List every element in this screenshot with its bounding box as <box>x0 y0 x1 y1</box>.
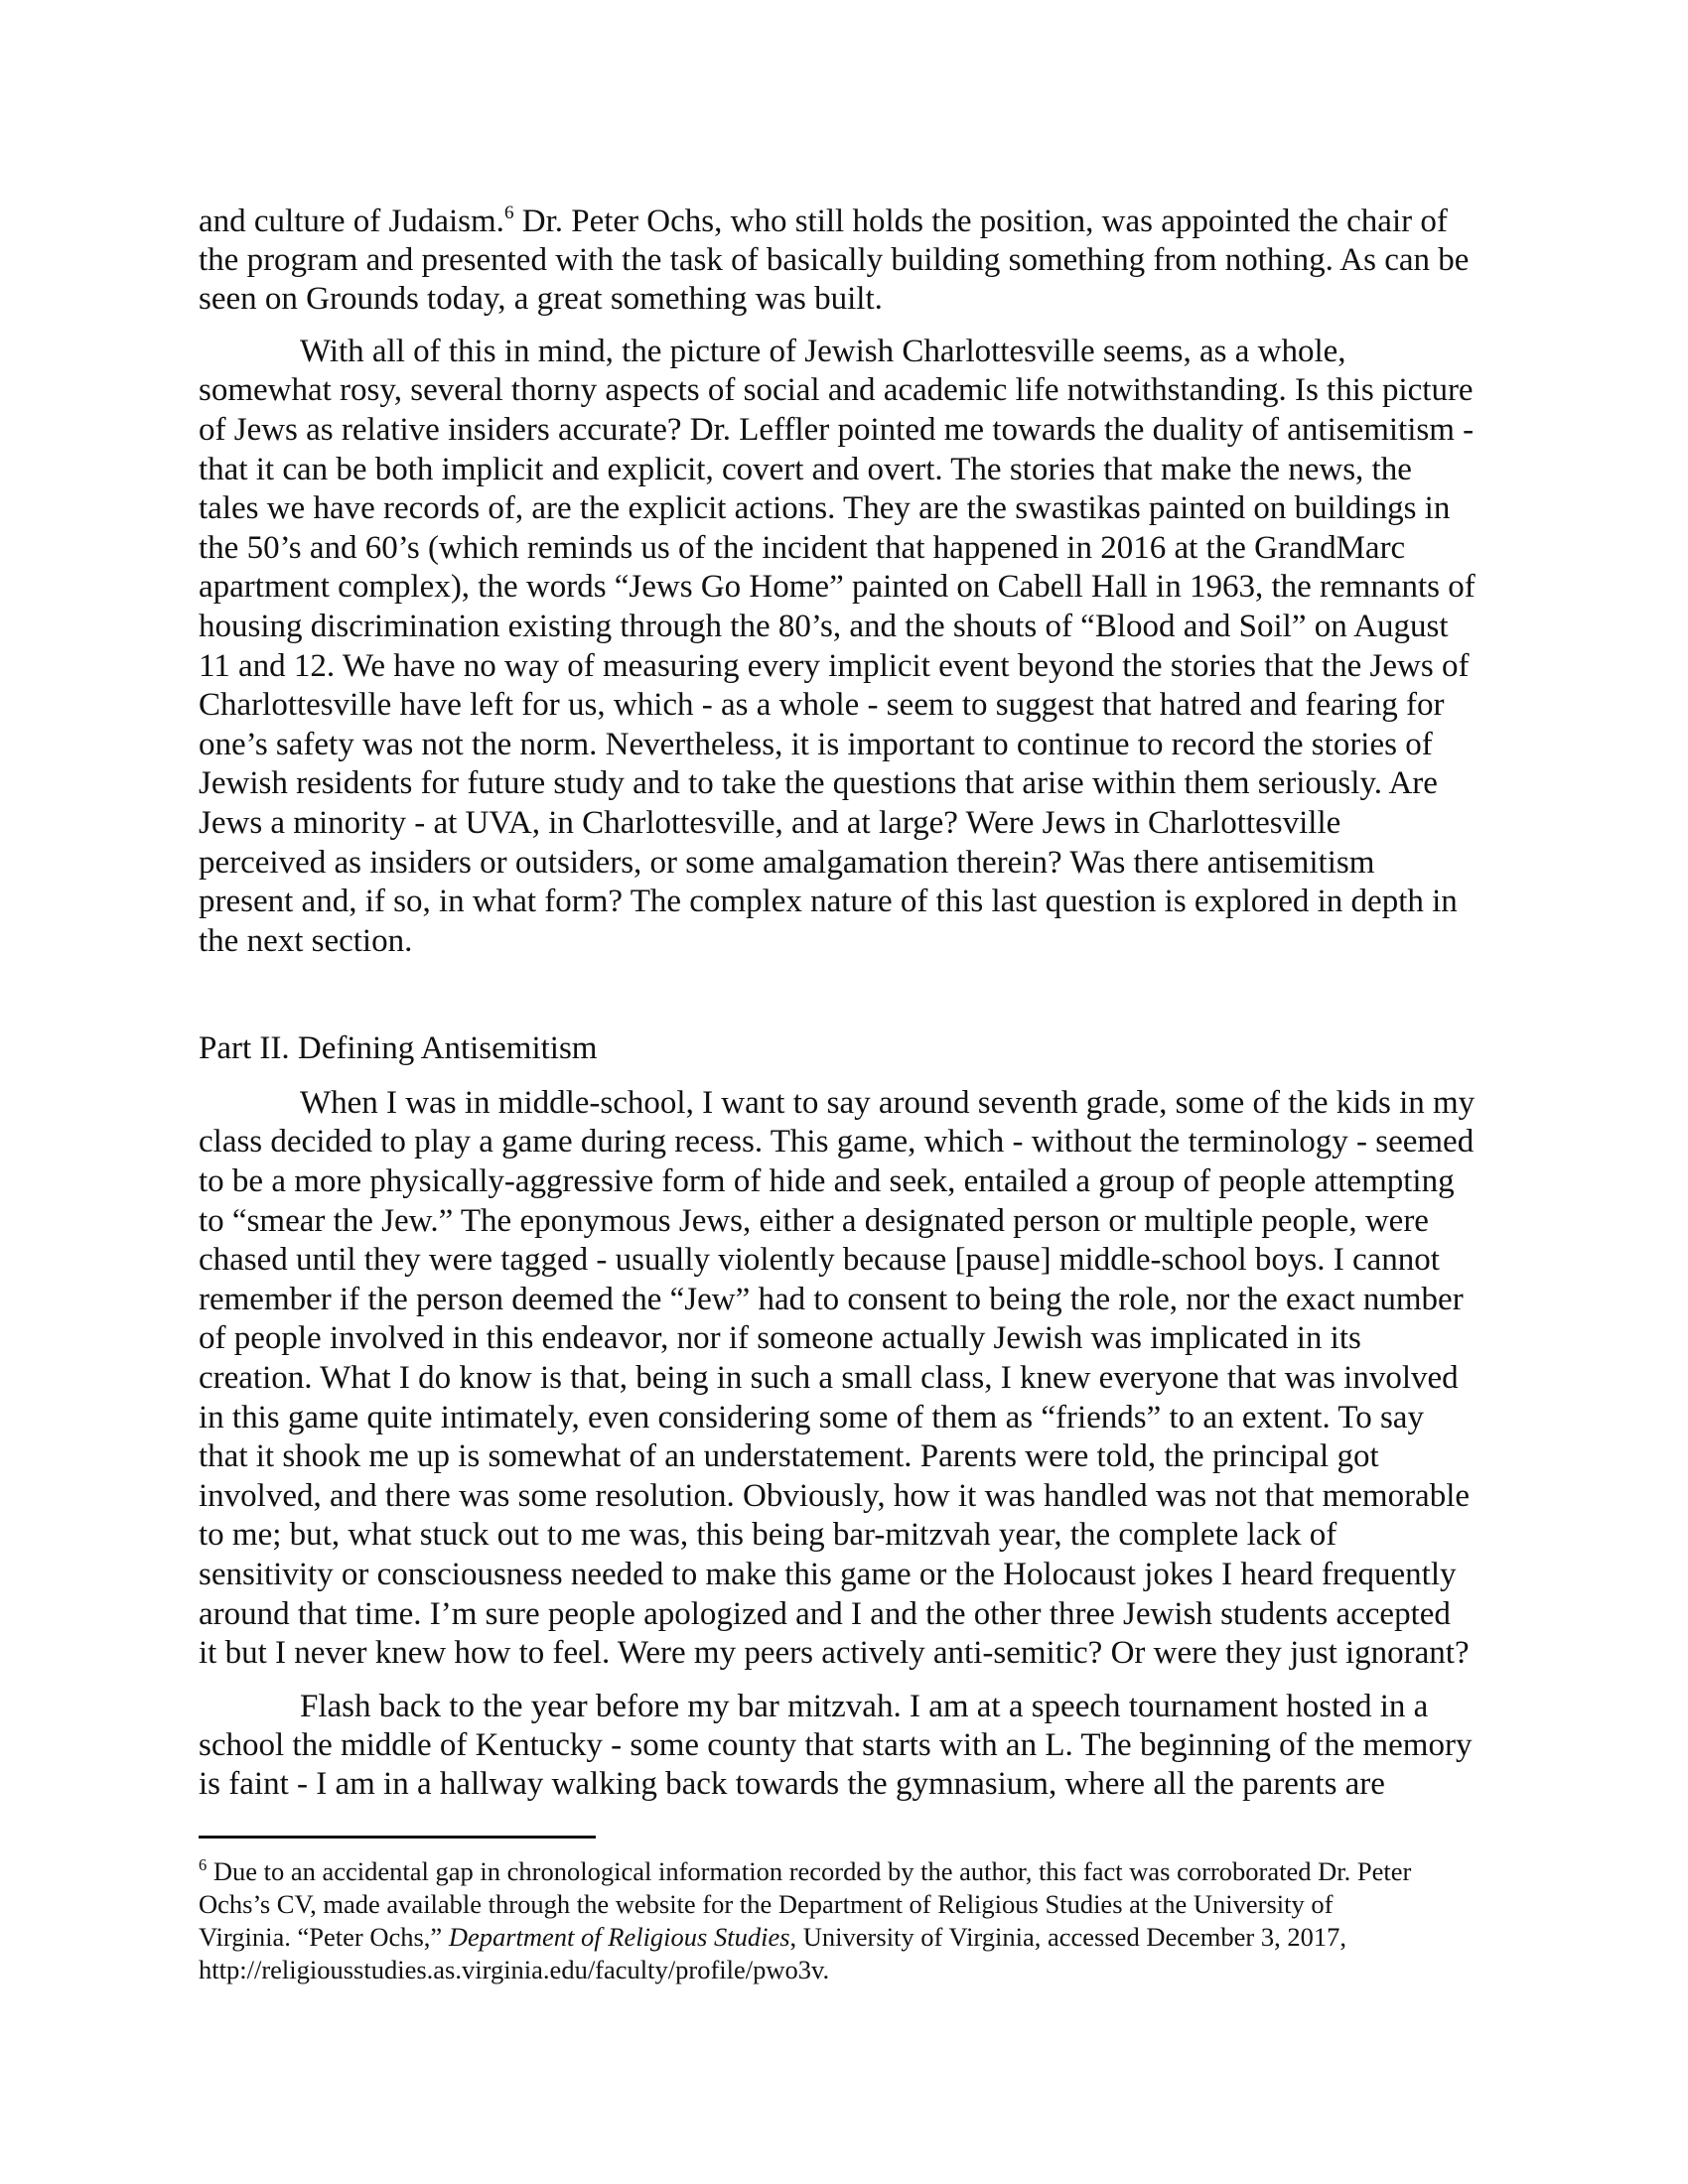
text-line: somewhat rosy, several thorny aspects of social and academic life notwithstanding. Is this picture <box>199 372 1474 408</box>
footnote-line <box>199 1855 1411 1887</box>
citation-title: Department of Religious Studies <box>448 1922 790 1952</box>
text-line: of people involved in this endeavor, nor if someone actually Jewish was implicated in its <box>199 1320 1361 1356</box>
text-line: Jewish residents for future study and to take the questions that arise within them seriously. Are <box>199 765 1438 801</box>
text-line: that it can be both implicit and explicit, covert and overt. The stories that make the news, the <box>199 452 1412 487</box>
text-line: remember if the person deemed the “Jew” had to consent to being the role, nor the exact number <box>199 1282 1464 1317</box>
text-line: creation. What I do know is that, being in such a small class, I knew everyone that was involved <box>199 1360 1459 1396</box>
footnote-line: Ochs’s CV, made available through the website for the Department of Religious Studies at the University of <box>199 1889 1334 1919</box>
text-line: the program and presented with the task of basically building something from nothing. As can be <box>199 242 1470 278</box>
line-text: Virginia. “Peter Ochs,” <box>199 1922 449 1952</box>
line-text: and culture of Judaism. <box>199 204 504 239</box>
text-line: to “smear the Jew.” The eponymous Jews, either a designated person or multiple people, were <box>199 1203 1429 1239</box>
text-line: to me; but, what stuck out to me was, this being bar-mitzvah year, the complete lack of <box>199 1517 1337 1553</box>
line-text: Due to an accidental gap in chronological information recorded by the author, this fact was corroborated Dr. Peter <box>207 1856 1412 1886</box>
text-line: is faint - I am in a hallway walking back towards the gymnasium, where all the parents are <box>199 1766 1385 1802</box>
text-line: school the middle of Kentucky - some county that starts with an L. The beginning of the memory <box>199 1727 1473 1763</box>
text-line: apartment complex), the words “Jews Go Home” painted on Cabell Hall in 1963, the remnants of <box>199 569 1476 605</box>
text-line: class decided to play a game during recess. This game, which - without the terminology - seemed <box>199 1124 1475 1160</box>
text-line: seen on Grounds today, a great something was built. <box>199 281 883 317</box>
text-line: When I was in middle-school, I want to say around seventh grade, some of the kids in my <box>300 1085 1476 1121</box>
text-line: 11 and 12. We have no way of measuring every implicit event beyond the stories that the Jews of <box>199 648 1470 684</box>
text-line: housing discrimination existing through the 80’s, and the shouts of “Blood and Soil” on August <box>199 609 1449 644</box>
text-line: perceived as insiders or outsiders, or some amalgamation therein? Was there antisemitism <box>199 845 1375 881</box>
text-line: chased until they were tagged - usually violently because [pause] middle-school boys. I cannot <box>199 1242 1440 1278</box>
text-line: to be a more physically-aggressive form of hide and seek, entailed a group of people attempting <box>199 1163 1455 1199</box>
text-line: in this game quite intimately, even considering some of them as “friends” to an extent. To say <box>199 1400 1424 1435</box>
text-line: of Jews as relative insiders accurate? Dr. Leffler pointed me towards the duality of antisemitism - <box>199 412 1475 448</box>
line-text: , University of Virginia, accessed December 3, 2017, <box>789 1922 1346 1952</box>
text-line: Jews a minority - at UVA, in Charlottesville, and at large? Were Jews in Charlottesville <box>199 805 1341 841</box>
text-line <box>199 202 1448 241</box>
footnote-number: 6 <box>199 1855 208 1875</box>
footnote-reference-6[interactable]: 6 <box>503 203 514 224</box>
text-line: present and, if so, in what form? The complex nature of this last question is explored in depth in <box>199 884 1458 919</box>
text-line: the 50’s and 60’s (which reminds us of the incident that happened in 2016 at the GrandMarc <box>199 530 1406 566</box>
text-line: tales we have records of, are the explicit actions. They are the swastikas painted on buildings in <box>199 490 1451 526</box>
text-line: Flash back to the year before my bar mitzvah. I am at a speech tournament hosted in a <box>300 1689 1429 1724</box>
text-line: that it shook me up is somewhat of an understatement. Parents were told, the principal got <box>199 1438 1379 1474</box>
line-text: Dr. Peter Ochs, who still holds the position, was appointed the chair of <box>513 204 1448 239</box>
text-line: around that time. I’m sure people apologized and I and the other three Jewish students accepted <box>199 1596 1451 1632</box>
text-line: Charlottesville have left for us, which - as a whole - seem to suggest that hatred and fearing for <box>199 687 1445 723</box>
text-line: it but I never knew how to feel. Were my peers actively anti-semitic? Or were they just ignorant? <box>199 1635 1470 1671</box>
footnote-line <box>199 1921 1346 1953</box>
section-heading: Part II. Defining Antisemitism <box>199 1030 598 1066</box>
text-line: With all of this in mind, the picture of Jewish Charlottesville seems, as a whole, <box>300 334 1346 369</box>
text-line: involved, and there was some resolution. Obviously, how it was handled was not that memorable <box>199 1478 1471 1514</box>
text-line: sensitivity or consciousness needed to make this game or the Holocaust jokes I heard frequently <box>199 1557 1457 1592</box>
footnote-separator <box>199 1836 596 1839</box>
footnote-url[interactable]: http://religiousstudies.as.virginia.edu/faculty/profile/pwo3v. <box>199 1955 830 1984</box>
text-line: one’s safety was not the norm. Nevertheless, it is important to continue to record the stories of <box>199 727 1433 762</box>
text-line: the next section. <box>199 923 413 959</box>
